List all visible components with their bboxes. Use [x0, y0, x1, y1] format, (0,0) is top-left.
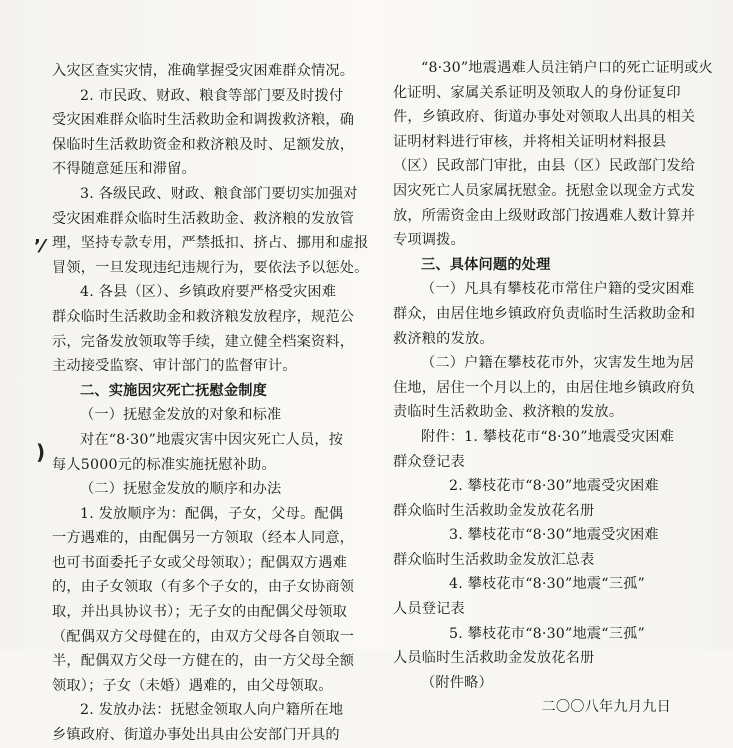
text-line: （一）凡具有攀枝花市常住户籍的受灾困难 [421, 281, 695, 298]
text-line: 保临时生活救助资金和救济粮及时、足额发放， [52, 136, 355, 153]
section-heading: 二、实施因灾死亡抚慰金制度 [80, 382, 268, 399]
text-line: 受灾困难群众临时生活救助金、救济粮的发放管 [52, 210, 355, 227]
text-line: 化证明、家属关系证明及领取人的身份证复印 [393, 84, 681, 101]
text-line: 4. 各县（区）、乡镇政府要严格受灾困难 [80, 284, 337, 301]
text-line: 证明材料进行审核，并将相关证明材料报县 [393, 133, 667, 150]
text-line: 取，并出具协议书）；无子女的由配偶父母领取 [52, 604, 348, 621]
attachment-line: 5. 攀枝花市“8·30”地震“三孤” [449, 625, 645, 642]
text-line: 责临时生活救助金、救济粮的发放。 [393, 404, 624, 421]
attachment-line: 人员登记表 [393, 601, 465, 618]
scan-mark: ’⁄ [34, 236, 44, 257]
text-line: 群众临时生活救助金和救济粮发放程序，规范公 [52, 308, 355, 325]
text-line: 专项调拨。 [393, 232, 465, 249]
text-line: 2. 市民政、财政、粮食等部门要及时拨付 [80, 87, 344, 104]
text-line: 冒领，一旦发现违纪违规行为，要依法予以惩处。 [52, 259, 369, 276]
text-line: 理，坚持专款专用，严禁抵扣、挤占、挪用和虚报 [52, 235, 369, 252]
text-line: （配偶双方父母健在的，由双方父母各自领取一 [52, 628, 355, 645]
text-line: 主动接受监察、审计部门的监督审计。 [52, 358, 297, 375]
text-line: 对在“8·30”地震灾害中因灾死亡人员，按 [80, 431, 344, 448]
subsection-heading: （一）抚慰金发放的对象和标准 [80, 407, 282, 424]
text-line: 件，乡镇政府、街道办事处对领取人出具的相关 [393, 109, 696, 126]
attachment-line: 4. 攀枝花市“8·30”地震“三孤” [449, 576, 645, 593]
text-line: 每人5000元的标准实施抚慰补助。 [52, 456, 276, 473]
scan-mark: ) [36, 440, 46, 464]
text-line: 3. 各级民政、财政、粮食部门要切实加强对 [80, 185, 358, 202]
text-line: 不得随意延压和滞留。 [52, 161, 196, 178]
text-line: 乡镇政府、街道办事处出具由公安部门开具的 [52, 727, 340, 744]
document-date: 二〇〇八年九月九日 [541, 699, 671, 716]
attachment-line: 人员临时生活救助金发放花名册 [393, 650, 595, 667]
attachment-line: 群众登记表 [393, 453, 465, 470]
attachment-line: 附件：1. 攀枝花市“8·30”地震受灾困难 [421, 428, 674, 445]
text-line: 因灾死亡人员家属抚慰金。抚慰金以现金方式发 [393, 182, 696, 199]
text-line: 一方遇难的，由配偶另一方领取（经本人同意， [52, 530, 355, 547]
text-line: 救济粮的发放。 [393, 330, 494, 347]
attachment-line: 3. 攀枝花市“8·30”地震受灾困难 [449, 527, 659, 544]
text-line: 2. 发放办法：抚慰金领取人向户籍所在地 [80, 702, 344, 719]
text-line: 也可书面委托子女或父母领取）；配偶双方遇难 [52, 554, 348, 571]
text-line: 住地，居住一个月以上的，由居住地乡镇政府负 [393, 379, 696, 396]
text-line: 放，所需资金由上级财政部门按遇难人数计算并 [393, 207, 696, 224]
text-line: 的，由子女领取（有多个子女的，由子女协商领 [52, 579, 355, 596]
text-line: （二）户籍在攀枝花市外，灾害发生地为居 [421, 355, 695, 372]
subsection-heading: （二）抚慰金发放的顺序和办法 [80, 481, 282, 498]
text-line: 半，配偶双方父母一方健在的，由一方父母全额 [52, 653, 355, 670]
attachment-note: （附件略） [421, 674, 493, 691]
text-line: “8·30”地震遇难人员注销户口的死亡证明或火 [421, 60, 713, 76]
attachment-line: 2. 攀枝花市“8·30”地震受灾困难 [449, 478, 659, 495]
text-line: （区）民政部门审批，由县（区）民政部门发给 [393, 158, 696, 175]
right-text-column [393, 56, 713, 720]
text-line: 入灾区查实灾情，准确掌握受灾困难群众情况。 [52, 63, 355, 79]
section-heading: 三、具体问题的处理 [421, 256, 551, 273]
text-line: 示，完备发放领取等手续，建立健全档案资料， [52, 333, 355, 350]
text-line: 群众，由居住地乡镇政府负责临时生活救助金和 [393, 305, 696, 322]
text-line: 领取）；子女（未婚）遇难的，由父母领取。 [52, 677, 333, 694]
text-line: 1. 发放顺序为：配偶，子女，父母。配偶 [80, 505, 344, 522]
attachment-line: 群众临时生活救助金发放花名册 [393, 502, 595, 519]
attachment-line: 群众临时生活救助金发放汇总表 [393, 551, 595, 568]
left-text-column [52, 59, 370, 748]
text-line: 受灾困难群众临时生活救助金和调拨救济粮，确 [52, 112, 355, 129]
